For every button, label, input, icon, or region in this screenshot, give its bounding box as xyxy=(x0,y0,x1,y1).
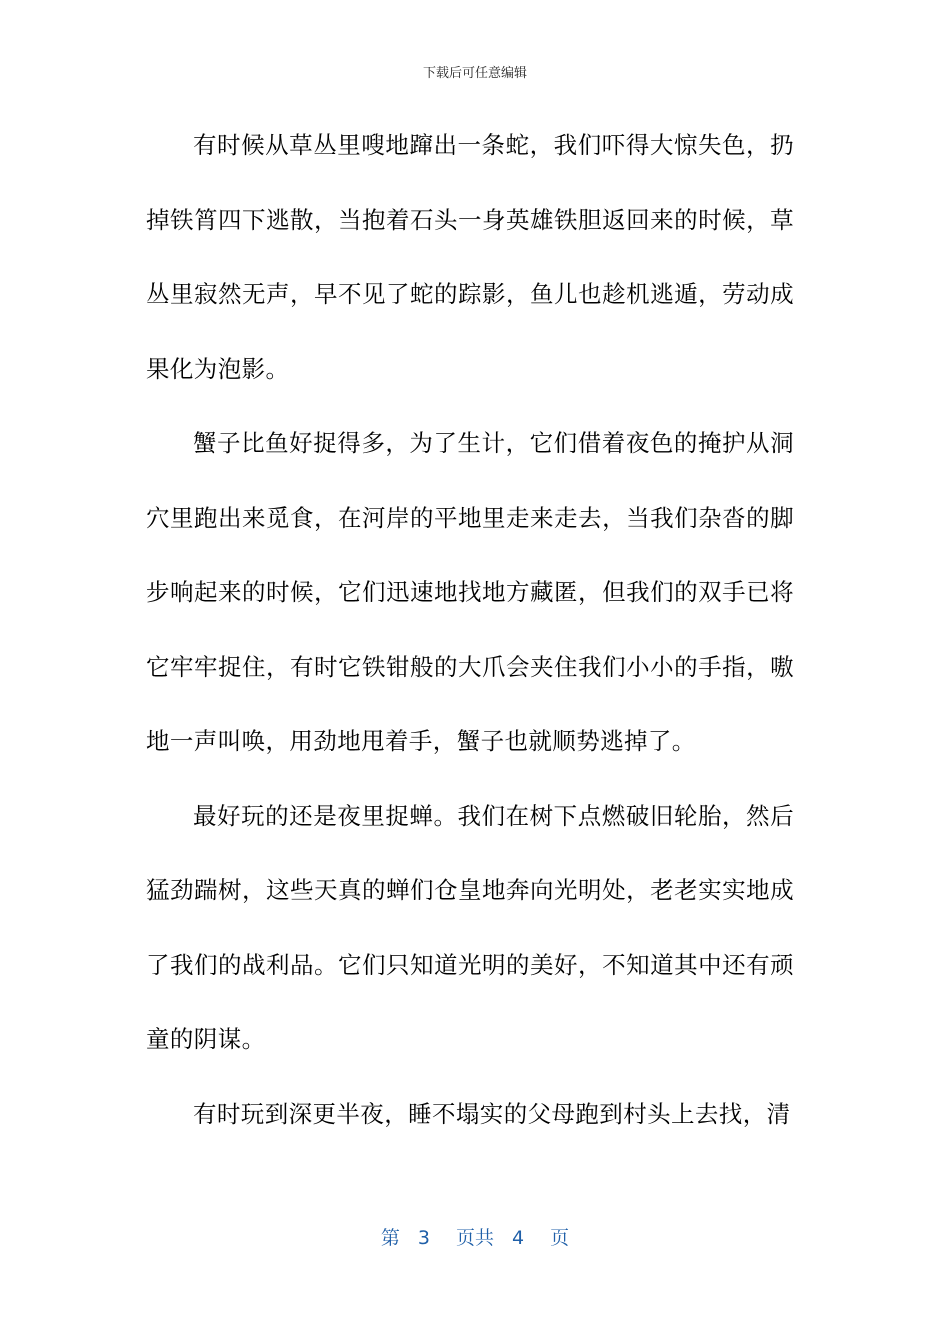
paragraph: 蟹子比鱼好捉得多，为了生计，它们借着夜色的掩护从洞穴里跑出来觅食，在河岸的平地里走来走去，当我们杂沓的脚步响起来的时候，它们迅速地找地方藏匿，但我们的双手已将它牢牢捉住，有时它铁钳般的大爪会夹住我们小小的手指，嗷地一声叫唤，用劲地甩着手，蟹子也就顺势逃掉了。 xyxy=(146,429,794,755)
paragraph: 有时玩到深更半夜，睡不塌实的父母跑到村头上去找，清 xyxy=(193,1099,791,1128)
page-footer xyxy=(0,1224,950,1252)
footer-suffix: 页 xyxy=(550,1227,570,1249)
paragraph: 有时候从草丛里嗖地蹿出一条蛇，我们吓得大惊失色，扔掉铁筲四下逃散，当抱着石头一身英雄铁胆返回来的时候，草丛里寂然无声，早不见了蛇的踪影，鱼儿也趁机逃遁，劳动成果化为泡影。 xyxy=(146,131,794,383)
paragraph: 最好玩的还是夜里捉蝉。我们在树下点燃破旧轮胎，然后猛劲踹树，这些天真的蝉们仓皇地奔向光明处，老老实实地成了我们的战利品。它们只知道光明的美好，不知道其中还有顽童的阴谋。 xyxy=(146,801,794,1053)
total-pages-number: 4 xyxy=(512,1227,525,1249)
page-header-note: 下载后可任意编辑 xyxy=(422,66,527,81)
current-page-number: 3 xyxy=(417,1227,430,1249)
document-body xyxy=(146,108,794,1151)
footer-middle: 页共 xyxy=(455,1227,494,1249)
footer-prefix: 第 xyxy=(380,1227,400,1249)
